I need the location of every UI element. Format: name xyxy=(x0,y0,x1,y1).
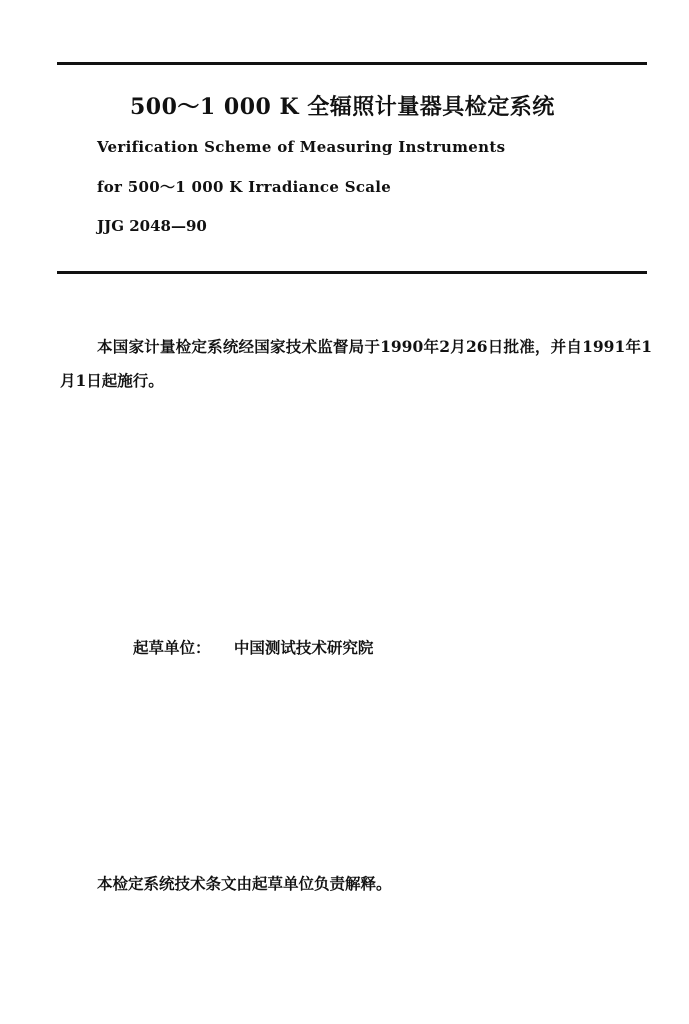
interpretation-note: 本检定系统技术条文由起草单位负责解释。 xyxy=(97,874,392,893)
document-title-english-line2: for 500～1 000 K Irradiance Scale xyxy=(97,178,392,196)
bottom-rule xyxy=(57,271,647,274)
document-title-english-line1: Verification Scheme of Measuring Instruments xyxy=(97,138,506,156)
drafting-unit xyxy=(133,636,373,658)
document-title-chinese: 500～1 000 K 全辐照计量器具检定系统 xyxy=(130,94,555,120)
drafting-unit-label: 起草单位： xyxy=(133,638,211,657)
document-code: JJG 2048—90 xyxy=(97,217,207,235)
top-rule xyxy=(57,62,647,65)
approval-paragraph: 本国家计量检定系统经国家技术监督局于1990年2月26日批准，并自1991年1月1日起施行。 xyxy=(60,337,652,390)
drafting-unit-value: 中国测试技术研究院 xyxy=(233,638,374,657)
